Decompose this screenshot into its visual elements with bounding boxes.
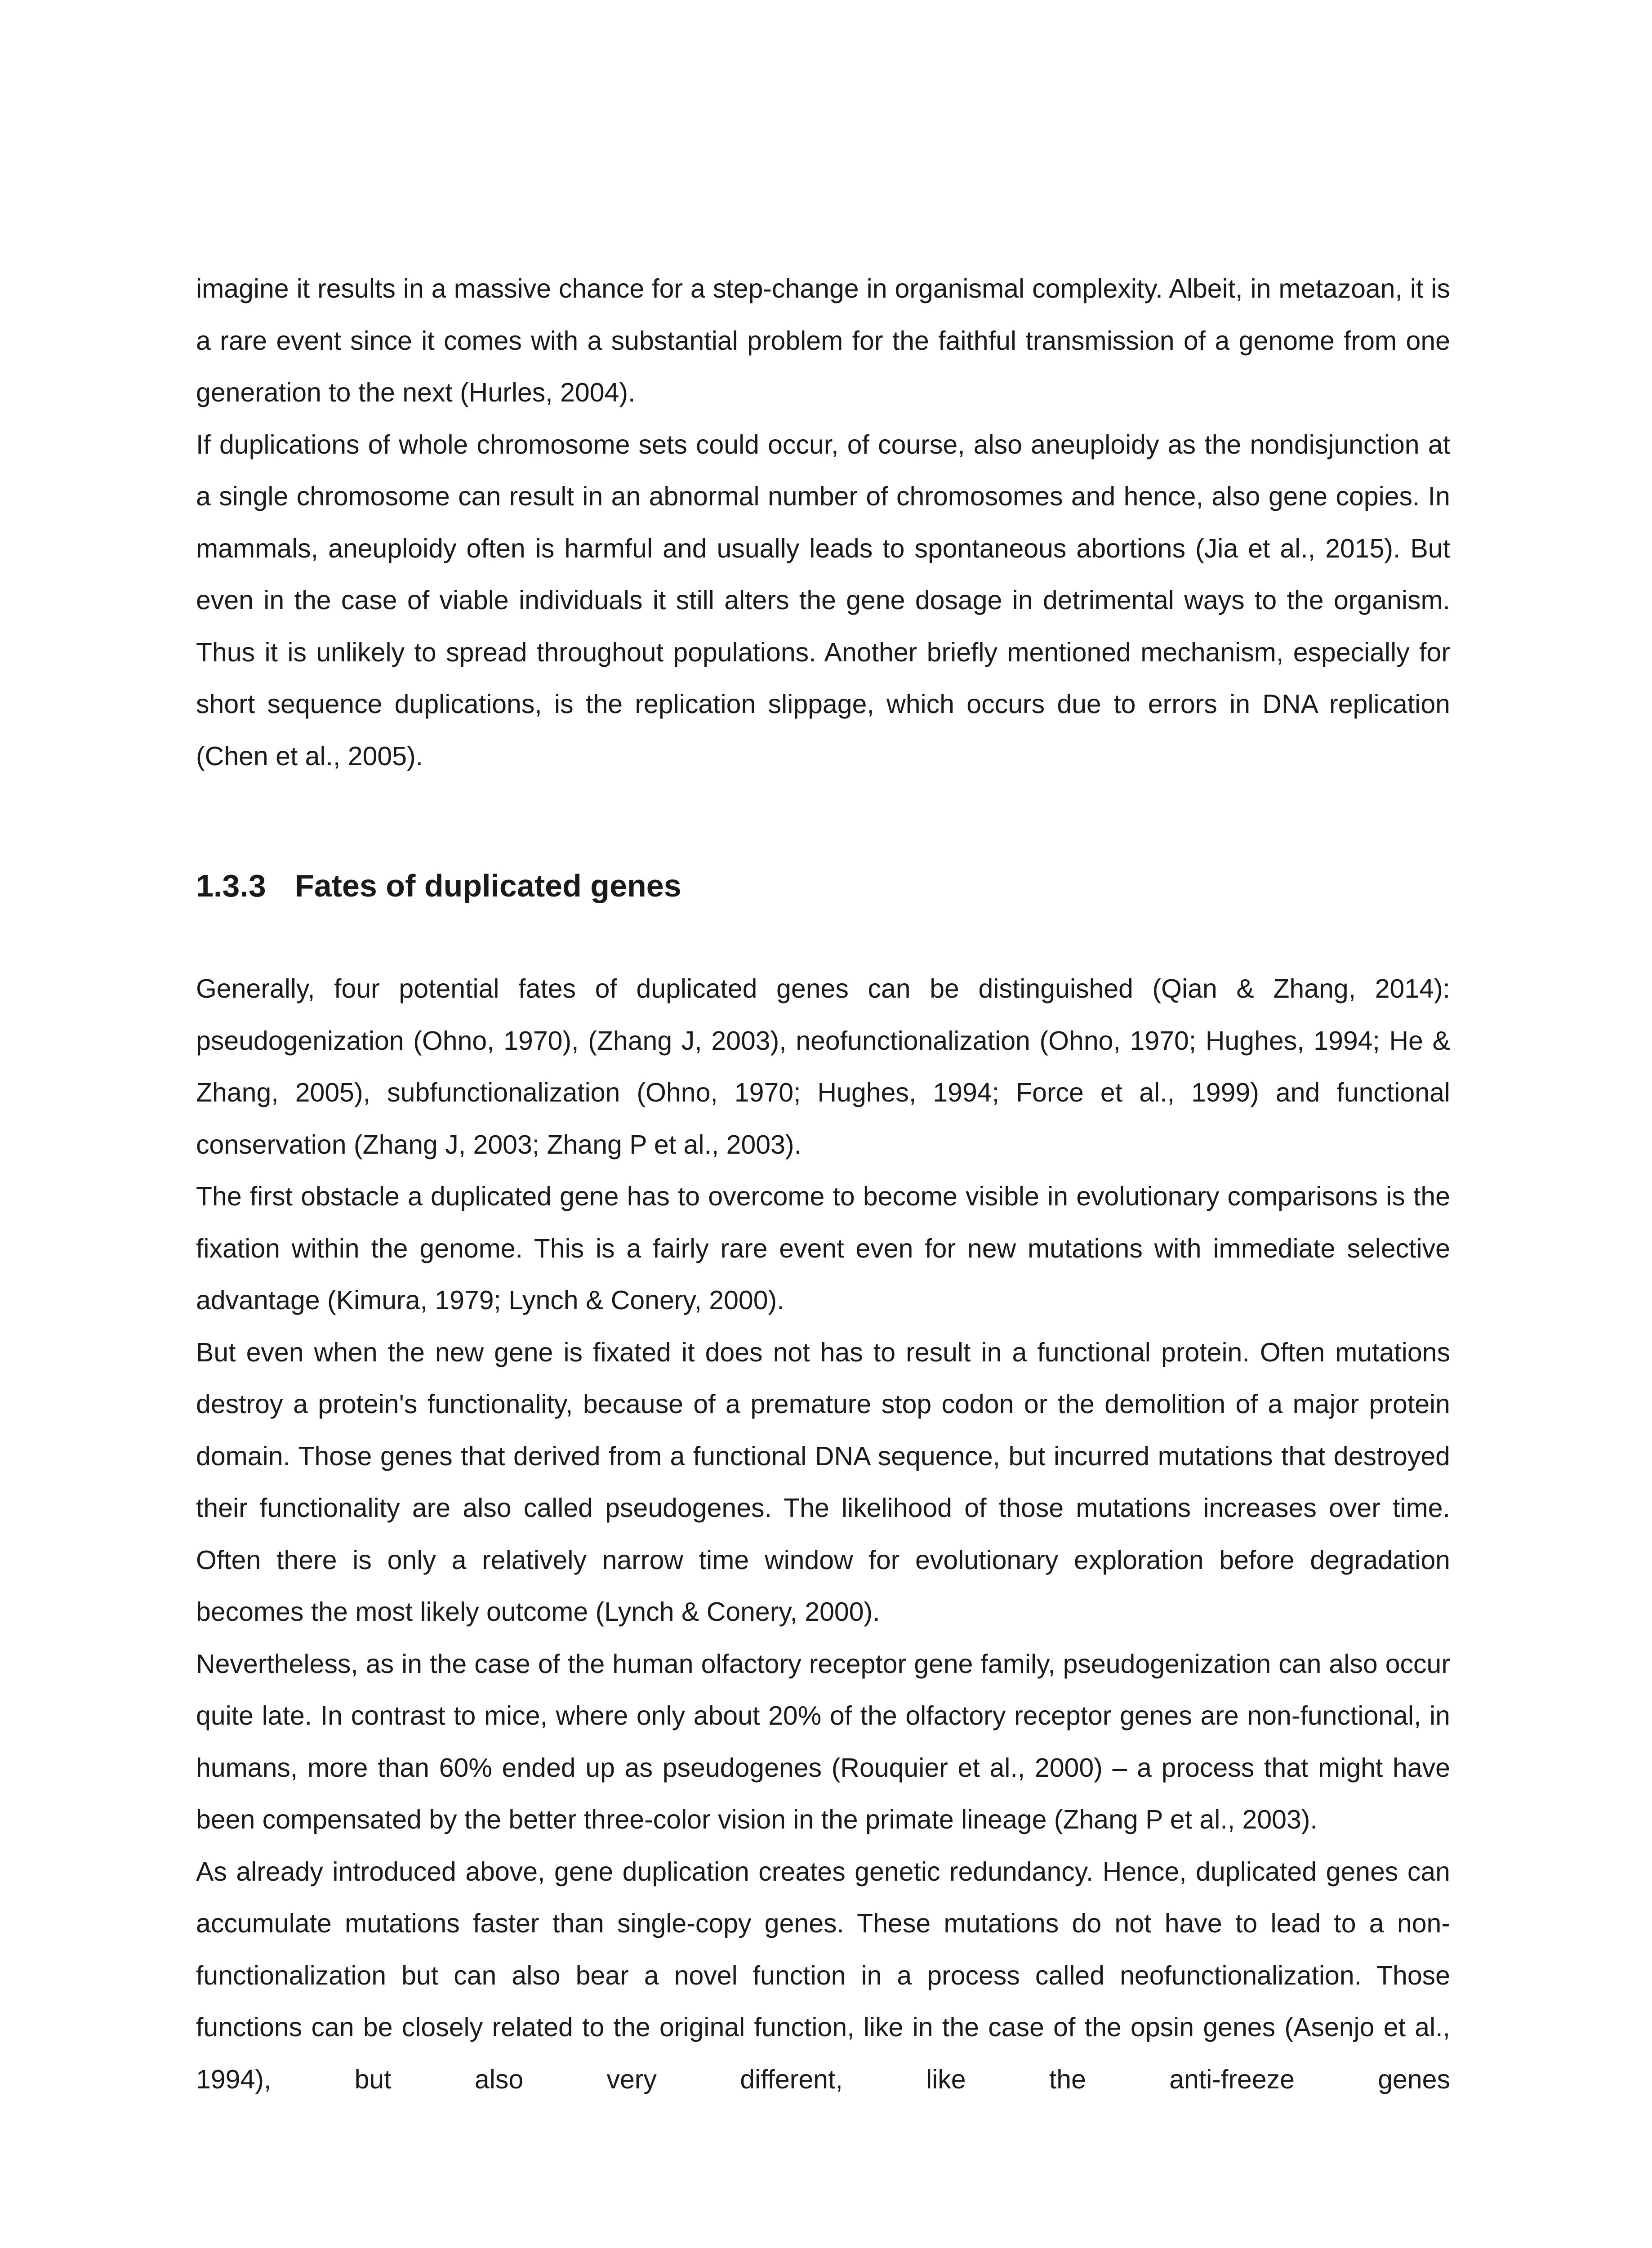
section-heading — [196, 861, 1450, 910]
section-title: Fates of duplicated genes — [295, 868, 681, 903]
paragraph: But even when the new gene is fixated it does not has to result in a functional protein. Often mutations destroy a protein's functionality, because of a premature stop codon or the demolition of a major protein domain. Those genes that derived from a functional DNA sequence, but incurred mutations that destroyed their functionality are also called pseudogenes. The likelihood of those mutations increases over time. Often there is only a relatively narrow time window for evolutionary exploration before degradation becomes the most likely outcome (Lynch & Conery, 2000). — [196, 1337, 1450, 1627]
section-number: 1.3.3 — [196, 868, 266, 903]
page-body — [196, 263, 1450, 2105]
paragraph: Generally, four potential fates of duplicated genes can be distinguished (Qian & Zhang, 2014): pseudogenization (Ohno, 1970), (Zhang J, 2003), neofunctionalization (Ohno, 1970; Hughes, 1994; He & Zhang, 2005), subfunctionalization (Ohno, 1970; Hughes, 1994; Force et al., 1999) and functional conservation (Zhang J, 2003; Zhang P et al., 2003). — [196, 974, 1450, 1160]
paragraph: imagine it results in a massive chance for a step-change in organismal complexity. Albeit, in metazoan, it is a rare event since it comes with a substantial problem for the faithful transmission of a genome from one generation to the next (Hurles, 2004). — [196, 274, 1450, 407]
paragraph: Nevertheless, as in the case of the human olfactory receptor gene family, pseudogenization can also occur quite late. In contrast to mice, where only about 20% of the olfactory receptor genes are non-functional, in humans, more than 60% ended up as pseudogenes (Rouquier et al., 2000) – a process that might have been compensated by the better three-color vision in the primate lineage (Zhang P et al., 2003). — [196, 1649, 1450, 1834]
paragraph: If duplications of whole chromosome sets could occur, of course, also aneuploidy as the nondisjunction at a single chromosome can result in an abnormal number of chromosomes and hence, also gene copies. In mammals, aneuploidy often is harmful and usually leads to spontaneous abortions (Jia et al., 2015). But even in the case of viable individuals it still alters the gene dosage in detrimental ways to the organism. Thus it is unlikely to spread throughout populations. Another briefly mentioned mechanism, especially for short sequence duplications, is the replication slippage, which occurs due to errors in DNA replication (Chen et al., 2005). — [196, 429, 1450, 771]
paragraph: The first obstacle a duplicated gene has to overcome to become visible in evolutionary comparisons is the fixation within the genome. This is a fairly rare event even for new mutations with immediate selective advantage (Kimura, 1979; Lynch & Conery, 2000). — [196, 1182, 1450, 1315]
paragraph: As already introduced above, gene duplication creates genetic redundancy. Hence, duplicated genes can accumulate mutations faster than single-copy genes. These mutations do not have to lead to a non-functionalization but can also bear a novel function in a process called neofunctionalization. Those functions can be closely related to the original function, like in the case of the opsin genes (Asenjo et al., 1994), but also very different, like the anti-freeze genes — [196, 1856, 1450, 2094]
